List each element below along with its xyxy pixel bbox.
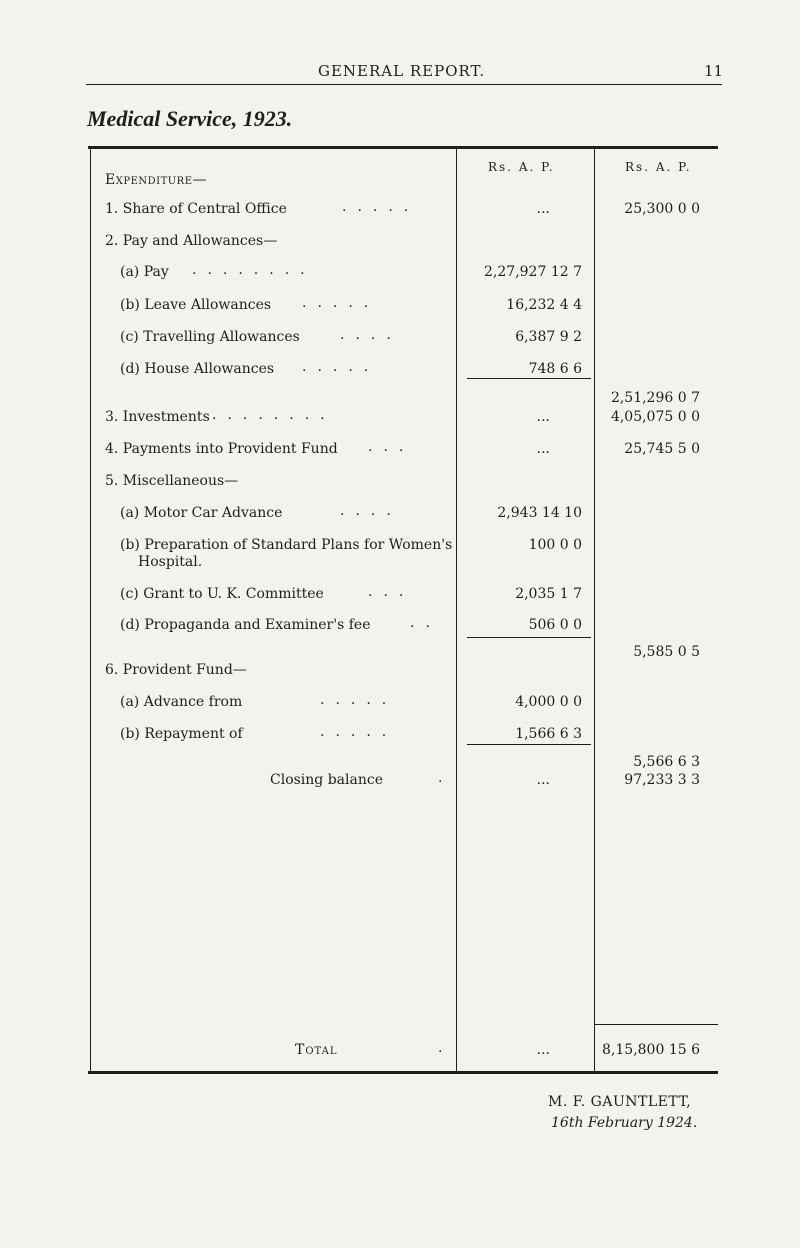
- subtotal-rule: [467, 378, 591, 379]
- table-left-border: [90, 149, 91, 1071]
- sub-amount-closing: ...: [536, 772, 550, 788]
- leader-dots: .....: [342, 199, 420, 215]
- column-divider-1: [456, 149, 457, 1071]
- sub-amount-advance: 4,000 0 0: [515, 694, 582, 710]
- row-label-investments: 3. Investments: [105, 409, 210, 425]
- sub-amount-provident: ...: [536, 441, 550, 457]
- row-label-travel: (c) Travelling Allowances: [120, 329, 300, 345]
- leader-dots: ........: [192, 262, 316, 278]
- leader-dots: ..: [410, 615, 441, 631]
- row-label-leave: (b) Leave Allowances: [120, 297, 272, 313]
- row-label-propaganda: (d) Propaganda and Examiner's fee: [120, 617, 371, 633]
- running-header: GENERAL REPORT.: [318, 62, 486, 80]
- leader-dots: .....: [302, 359, 380, 375]
- main-amount-pay-total: 2,51,296 0 7: [610, 390, 700, 406]
- row-label-pay-heading: 2. Pay and Allowances—: [105, 233, 278, 249]
- sub-amount-pay: 2,27,927 12 7: [484, 264, 582, 280]
- main-amount-total: 8,15,800 15 6: [602, 1042, 700, 1058]
- leader-dots: ...: [368, 439, 415, 455]
- section-title: Expenditure—: [105, 172, 208, 188]
- signature-name: M. F. GAUNTLETT,: [548, 1094, 692, 1110]
- main-amount-pf-total: 5,566 6 3: [633, 754, 700, 770]
- column-divider-2: [594, 149, 595, 1071]
- sub-amount-house: 748 6 6: [528, 361, 582, 377]
- page-title: Medical Service, 1923.: [87, 106, 293, 131]
- row-label-pay: (a) Pay: [120, 264, 169, 280]
- subtotal-rule: [467, 744, 591, 745]
- row-label-plans-continued: Hospital.: [138, 554, 203, 570]
- sub-amount-investments: ...: [536, 409, 550, 425]
- leader-dots: .: [438, 1040, 454, 1056]
- row-label-advance: (a) Advance from: [120, 694, 243, 710]
- row-label-house: (d) House Allowances: [120, 361, 275, 377]
- signature-date: 16th February 1924.: [551, 1115, 698, 1131]
- total-rule: [594, 1024, 718, 1025]
- leader-dots: ....: [340, 327, 402, 343]
- sub-amount-share: ...: [536, 201, 550, 217]
- table-bottom-rule: [88, 1071, 718, 1074]
- header-rule: [86, 84, 722, 85]
- sub-amount-repayment: 1,566 6 3: [515, 726, 582, 742]
- sub-amount-total: ...: [536, 1042, 550, 1058]
- leader-dots: ........: [212, 407, 336, 423]
- sub-amount-motor: 2,943 14 10: [497, 505, 582, 521]
- row-label-plans: (b) Preparation of Standard Plans for Women's: [120, 537, 453, 553]
- sub-column-head: Rs. A. P.: [488, 160, 555, 174]
- sub-amount-travel: 6,387 9 2: [515, 329, 582, 345]
- row-label-repayment: (b) Repayment of: [120, 726, 243, 742]
- sub-amount-plans: 100 0 0: [528, 537, 582, 553]
- leader-dots: .....: [320, 692, 398, 708]
- main-amount-investments: 4,05,075 0 0: [610, 409, 700, 425]
- sub-amount-propaganda: 506 0 0: [528, 617, 582, 633]
- leader-dots: .....: [302, 295, 380, 311]
- row-label-provident: 4. Payments into Provident Fund: [105, 441, 338, 457]
- row-label-motor: (a) Motor Car Advance: [120, 505, 283, 521]
- sub-amount-leave: 16,232 4 4: [506, 297, 582, 313]
- row-label-total: Total: [295, 1042, 338, 1058]
- main-amount-share: 25,300 0 0: [624, 201, 700, 217]
- main-amount-misc-total: 5,585 0 5: [633, 644, 700, 660]
- row-label-share: 1. Share of Central Office: [105, 201, 287, 217]
- table-top-rule: [88, 146, 718, 149]
- leader-dots: .....: [320, 724, 398, 740]
- main-column-head: Rs. A. P.: [625, 160, 692, 174]
- leader-dots: ....: [340, 503, 402, 519]
- subtotal-rule: [467, 637, 591, 638]
- main-amount-provident: 25,745 5 0: [624, 441, 700, 457]
- row-label-misc-heading: 5. Miscellaneous—: [105, 473, 239, 489]
- leader-dots: .: [438, 770, 454, 786]
- row-label-closing: Closing balance: [270, 772, 383, 788]
- main-amount-closing: 97,233 3 3: [624, 772, 700, 788]
- row-label-pf-heading: 6. Provident Fund—: [105, 662, 247, 678]
- leader-dots: ...: [368, 584, 415, 600]
- row-label-grant: (c) Grant to U. K. Committee: [120, 586, 324, 602]
- page-number: 11: [704, 62, 724, 80]
- sub-amount-grant: 2,035 1 7: [515, 586, 582, 602]
